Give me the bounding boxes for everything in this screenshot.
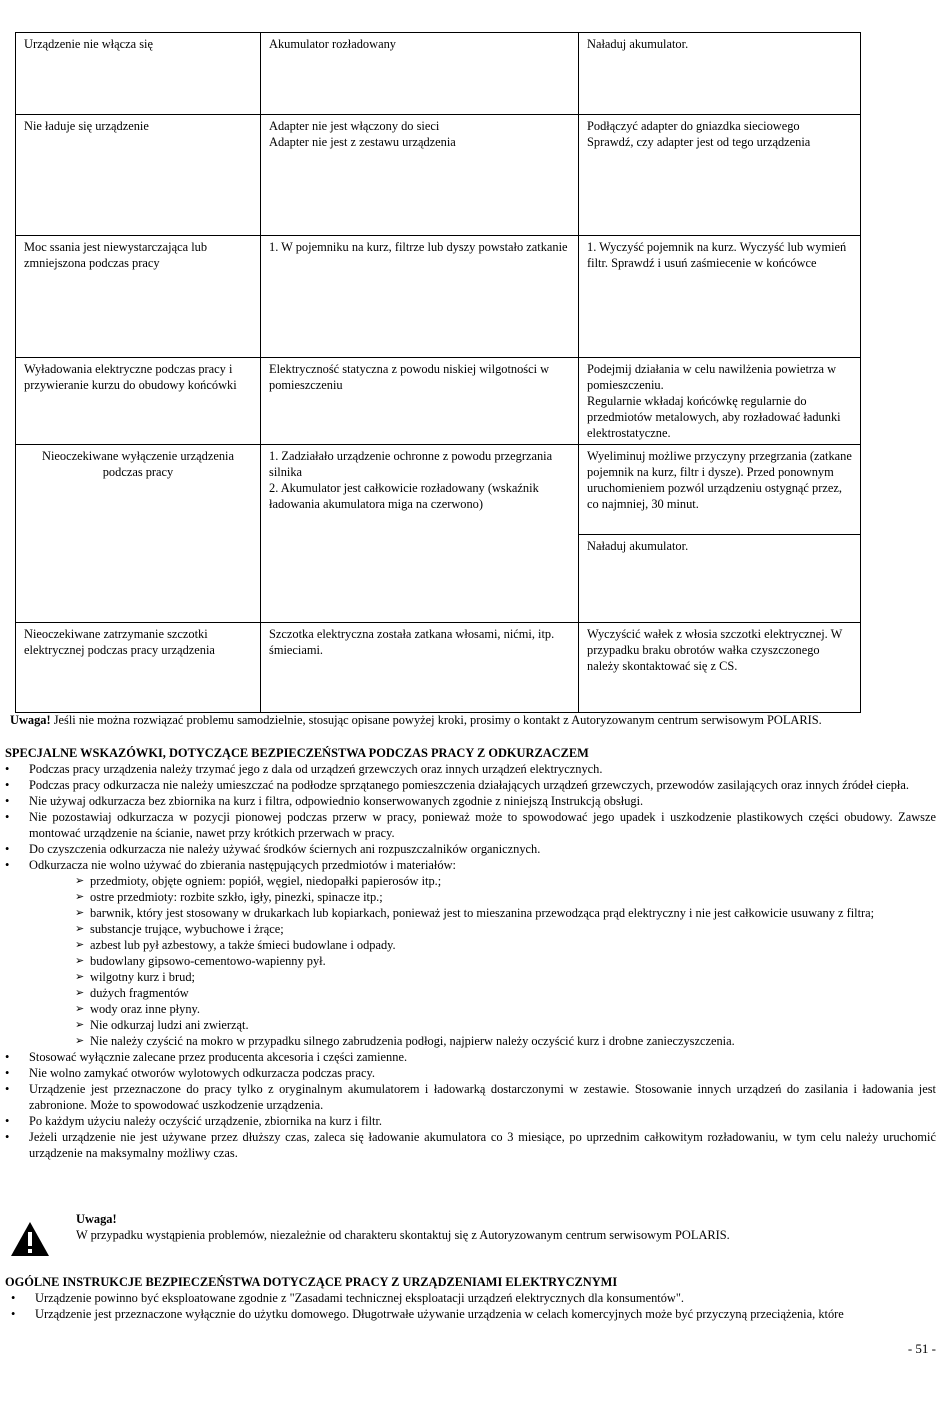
solution-cell: 1. Wyczyść pojemnik na kurz. Wyczyść lub wymień filtr. Sprawdź i usuń zaśmiecenie w końcówce — [579, 236, 861, 358]
bullet-list — [5, 1049, 936, 1161]
table-row — [16, 358, 861, 445]
note-label: Uwaga! — [10, 713, 51, 727]
warning-title: Uwaga! — [76, 1212, 117, 1226]
sub-list-item: ➢ wody oraz inne płyny. — [5, 1001, 936, 1017]
list-item: • Nie pozostawiaj odkurzacza w pozycji pionowej podczas przerw w pracy, ponieważ może to spowodować jego upadek i uszkodzenie plastikowych części obudowy. Zawsze montować urządzenie na ścianie, nawet przy krótkich przerwach w pracy. — [5, 809, 936, 841]
note-text: Jeśli nie można rozwiązać problemu samodzielnie, stosując opisane powyżej kroki, prosimy o kontakt z Autoryzowanym centrum serwisowym POLARIS. — [50, 713, 822, 727]
troubleshooting-table — [15, 32, 861, 713]
sub-list-item: ➢ substancje trujące, wybuchowe i żrące; — [5, 921, 936, 937]
section-heading: SPECJALNE WSKAZÓWKI, DOTYCZĄCE BEZPIECZEŃSTWA PODCZAS PRACY Z ODKURZACZEM — [5, 746, 589, 760]
sub-list-item: ➢ budowlany gipsowo-cementowo-wapienny pył. — [5, 953, 936, 969]
problem-cell: Nie ładuje się urządzenie — [16, 115, 261, 236]
bullet-list — [5, 1290, 936, 1322]
problem-cell: Nieoczekiwane wyłączenie urządzenia podczas pracy — [16, 445, 261, 623]
table-row — [16, 33, 861, 115]
list-item: • Urządzenie jest przeznaczone wyłącznie do użytku domowego. Długotrwałe używanie urządzenia w celach komercyjnych może być przyczyną przeciążenia, które — [11, 1306, 936, 1322]
problem-cell: Moc ssania jest niewystarczająca lub zmniejszona podczas pracy — [16, 236, 261, 358]
warning-triangle-icon — [10, 1221, 50, 1257]
sub-list-item: ➢ ostre przedmioty: rozbite szkło, igły, pinezki, spinacze itp.; — [5, 889, 936, 905]
table-row — [16, 236, 861, 358]
cause-cell: 1. W pojemniku na kurz, filtrze lub dyszy powstało zatkanie — [261, 236, 579, 358]
solution-cell: Naładuj akumulator. — [579, 33, 861, 115]
problem-cell: Nieoczekiwane zatrzymanie szczotki elektrycznej podczas pracy urządzenia — [16, 623, 261, 713]
sub-list-item: ➢ przedmioty, objęte ogniem: popiół, węgiel, niedopałki papierosów itp.; — [5, 873, 936, 889]
electrical-safety-section — [5, 1274, 936, 1322]
sub-list-item: ➢ dużych fragmentów — [5, 985, 936, 1001]
problem-cell: Wyładowania elektryczne podczas pracy i przywieranie kurzu do obudowy końcówki — [16, 358, 261, 445]
problem-cell: Urządzenie nie włącza się — [16, 33, 261, 115]
table-row — [16, 115, 861, 236]
sub-list-item: ➢ wilgotny kurz i brud; — [5, 969, 936, 985]
solution-subcell: Wyeliminuj możliwe przyczyny przegrzania (zatkane pojemnik na kurz, filtr i dysze). Przed ponownym uruchomieniem pozwól urządzeniu ostygnąć przez, co najmniej, 30 minut. — [579, 445, 860, 535]
sub-list — [5, 873, 936, 1049]
list-item: • Do czyszczenia odkurzacza nie należy używać środków ściernych ani rozpuszczalników organicznych. — [5, 841, 936, 857]
list-item: • Nie wolno zamykać otworów wylotowych odkurzacza podczas pracy. — [5, 1065, 936, 1081]
list-item: • Urządzenie powinno być eksploatowane zgodnie z "Zasadami technicznej eksploatacji urządzeń elektrycznych dla konsumentów". — [11, 1290, 936, 1306]
solution-cell: Podejmij działania w celu nawilżenia powietrza w pomieszczeniu. Regularnie wkładaj końcówkę regularnie do przedmiotów metalowych, aby rozładować ładunki elektrostatyczne. — [579, 358, 861, 445]
solution-subcell: Naładuj akumulator. — [587, 539, 689, 553]
sub-list-item: ➢ Nie należy czyścić na mokro w przypadku silnego zabrudzenia podłogi, najpierw należy oczyścić kurz i drobne zanieczyszczenia. — [5, 1033, 936, 1049]
solution-cell: Wyczyścić wałek z włosia szczotki elektrycznej. W przypadku braku obrotów wałka czyszczonego należy skontaktować się z CS. — [579, 623, 861, 713]
warning-text: W przypadku wystąpienia problemów, niezależnie od charakteru skontaktuj się z Autoryzowanym centrum serwisowym POLARIS. — [76, 1228, 730, 1242]
list-item: • Podczas pracy odkurzacza nie należy umieszczać na podłodze sprzątanego pomieszczenia działających urządzeń grzewczych, przewodów zasilających oraz innych źródeł ciepła. — [5, 777, 936, 793]
page-number: - 51 - — [907, 1341, 936, 1356]
cause-cell: Szczotka elektryczna została zatkana włosami, nićmi, itp. śmieciami. — [261, 623, 579, 713]
list-item: • Urządzenie jest przeznaczone do pracy tylko z oryginalnym akumulatorem i ładowarką dostarczonymi w zestawie. Stosowanie innych urządzeń do zasilania i ładowania jest zabronione. Może to spowodować uszkodzenie urządzenia. — [5, 1081, 936, 1113]
section-heading: OGÓLNE INSTRUKCJE BEZPIECZEŃSTWA DOTYCZĄCE PRACY Z URZĄDZENIAMI ELEKTRYCZNYMI — [5, 1275, 618, 1289]
bullet-list — [5, 761, 936, 873]
warning-block — [10, 1211, 936, 1267]
table-row — [16, 445, 861, 623]
list-item: • Nie używaj odkurzacza bez zbiornika na kurz i filtra, odpowiednio konserwowanych zgodnie z niniejszą Instrukcją obsługi. — [5, 793, 936, 809]
list-item: • Podczas pracy urządzenia należy trzymać jego z dala od urządzeń grzewczych oraz innych urządzeń elektrycznych. — [5, 761, 936, 777]
service-note — [10, 712, 936, 728]
cause-cell: 1. Zadziałało urządzenie ochronne z powodu przegrzania silnika 2. Akumulator jest całkowicie rozładowany (wskaźnik ładowania akumulatora miga na czerwono) — [261, 445, 579, 623]
cause-cell: Adapter nie jest włączony do sieci Adapter nie jest z zestawu urządzenia — [261, 115, 579, 236]
table-row — [16, 623, 861, 713]
sub-list-item: ➢ barwnik, który jest stosowany w drukarkach lub kopiarkach, ponieważ jest to mieszanina przewodząca prąd elektryczny i nie jest całkowicie usuwany z filtra; — [5, 905, 936, 921]
cause-cell: Akumulator rozładowany — [261, 33, 579, 115]
warning-text-block — [76, 1211, 936, 1243]
solution-cell — [579, 445, 861, 623]
sub-list-item: ➢ Nie odkurzaj ludzi ani zwierząt. — [5, 1017, 936, 1033]
sub-list-item: ➢ azbest lub pył azbestowy, a także śmieci budowlane i odpady. — [5, 937, 936, 953]
list-item: • Po każdym użyciu należy oczyścić urządzenie, zbiornika na kurz i filtr. — [5, 1113, 936, 1129]
list-item: • Odkurzacza nie wolno używać do zbierania następujących przedmiotów i materiałów: — [5, 857, 936, 873]
list-item: • Jeżeli urządzenie nie jest używane przez dłuższy czas, zaleca się ładowanie akumulatora co 3 miesiące, po uprzednim całkowitym rozładowaniu, w tym celu należy uruchomić urządzenie na maksymalny możliwy czas. — [5, 1129, 936, 1161]
list-item: • Stosować wyłącznie zalecane przez producenta akcesoria i części zamienne. — [5, 1049, 936, 1065]
safety-section — [5, 745, 936, 1161]
solution-cell: Podłączyć adapter do gniazdka sieciowego Sprawdź, czy adapter jest od tego urządzenia — [579, 115, 861, 236]
cause-cell: Elektryczność statyczna z powodu niskiej wilgotności w pomieszczeniu — [261, 358, 579, 445]
